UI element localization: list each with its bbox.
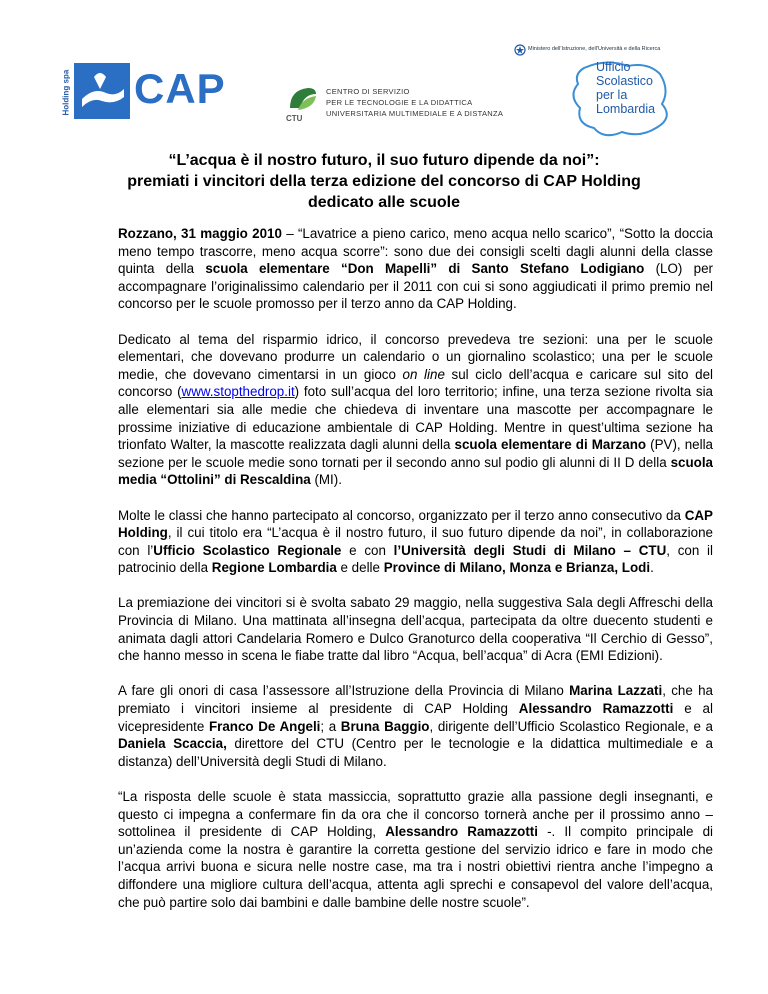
ctu-mark: CTU [286, 114, 303, 123]
paragraph-5: A fare gli onori di casa l’assessore all’Istruzione della Provincia di Milano Marina Lazzati, che ha premiato i vincitori insieme al presidente di CAP Holding Alessandro Ramazzotti e al vicepresidente Franco De Angeli; a Bruna Baggio, dirigente dell’Ufficio Scolastico Regionale, e a Daniela Scaccia, direttore del CTU (Centro per le tecnologie e la didattica multimediale e a distanza) dell’Università degli Studi di Milano. [118, 683, 713, 769]
ctu-logo [284, 84, 514, 128]
paragraph-1: Rozzano, 31 maggio 2010 – “Lavatrice a pieno carico, meno acqua nello scarico”, “Sotto la doccia meno tempo trascorre, meno acqua scorre”: sono due dei consigli scelti dagli alunni della classe quinta della scuola elementare “Don Mapelli” di Santo Stefano Lodigiano (LO) per accompagnare l’originalissimo calendario per il 2011 con cui si sono aggiudicati il primo premio nel concorso per le scuole promosso per il terzo anno da CAP Holding. [118, 226, 714, 312]
ufficio-scolastico-text: Ufficio Scolastico per la Lombardia [596, 60, 656, 116]
article-body [118, 225, 713, 929]
paragraph-6: “La risposta delle scuole è stata massiccia, soprattutto grazie alla passione degli insegnanti, e questo ci impegna a confermare fin da ora che il concorso tornerà anche per il prossimo anno – sottolinea il presidente di CAP Holding, Alessandro Ramazzotti -. Il compito principale di un’azienda come la nostra è garantire la corretta gestione del servizio idrico e fare in modo che l’acqua arrivi buona e sicura nelle nostre case, ma tra i nostri obiettivi rientra anche l’impegno a diffondere una migliore cultura dell’acqua, attenta agli sprechi e consapevol del valore dell’acqua, che può partire solo dai bambini e dalle bambine delle nostre scuole”. [118, 789, 713, 910]
ministry-name: Ministero dell'Istruzione, dell'Università e della Ricerca [528, 46, 661, 52]
paragraph-3: Molte le classi che hanno partecipato al concorso, organizzato per il terzo anno consecutivo da CAP Holding, il cui titolo era “L’acqua è il nostro futuro, il suo futuro dipende da noi”, in collaborazione con l’Ufficio Scolastico Regionale e con l’Università degli Studi di Milano – CTU, con il patrocinio della Regione Lombardia e delle Province di Milano, Monza e Brianza, Lodi. [118, 507, 714, 576]
header-logos [0, 0, 768, 140]
cap-wordmark: CAP [134, 65, 226, 112]
ufficio-scolastico-logo [514, 44, 754, 144]
stopthedrop-link[interactable]: www.stopthedrop.it [181, 384, 295, 400]
paragraph-2: Dedicato al tema del risparmio idrico, il concorso prevedeva tre sezioni: una per le scuole elementari, che dovevano produrre un calendario o un giornalino scolastico; una per le scuole medie, che dovevano cimentarsi in un gioco on line sul ciclo dell’acqua e caricare sul sito del concorso (www.stopthedrop.it) foto sull’acqua del loro territorio; infine, una terza sezione rivolta sia alle elementari sia alle medie che chiedeva di inventare una mascotte per accompagnare le prossime iniziative di educazione ambientale di CAP Holding. Mentre in quest’ultima sezione ha trionfato Walter, la mascotte realizzata dagli alunni della scuola elementare di Marzano (PV), nella sezione per le scuole medie sono tornati per il secondo anno sul podio gli alunni di II D della scuola media “Ottolini” di Rescaldina (MI). [118, 331, 713, 488]
cap-hands-icon [72, 59, 132, 119]
press-release-title: “L’acqua è il nostro futuro, il suo futuro dipende da noi”: premiati i vincitori della terza edizione del concorso di CAP Holding dedicato alle scuole [127, 152, 641, 211]
ctu-leaf-icon [286, 84, 320, 114]
paragraph-4: La premiazione dei vincitori si è svolta sabato 29 maggio, nella suggestiva Sala degli Affreschi della Provincia di Milano. Una mattinata all’insegna dell’acqua, partecipata da oltre duecento studenti e animata dagli attori Candelaria Romero e Dulco Granoturco della cooperativa “Il Cerchio di Gesso”, che hanno messo in scena le fiabe tratte dal libro “Acqua, bell’acqua” di Acra (EMI Edizioni). [118, 595, 713, 664]
ctu-text: CENTRO DI SERVIZIO PER LE TECNOLOGIE E LA DIDATTICA UNIVERSITARIA MULTIMEDIALE E A DISTANZA [326, 87, 504, 118]
cap-vertical-label: Holding spa [61, 69, 71, 116]
cap-holding-logo [56, 55, 226, 125]
